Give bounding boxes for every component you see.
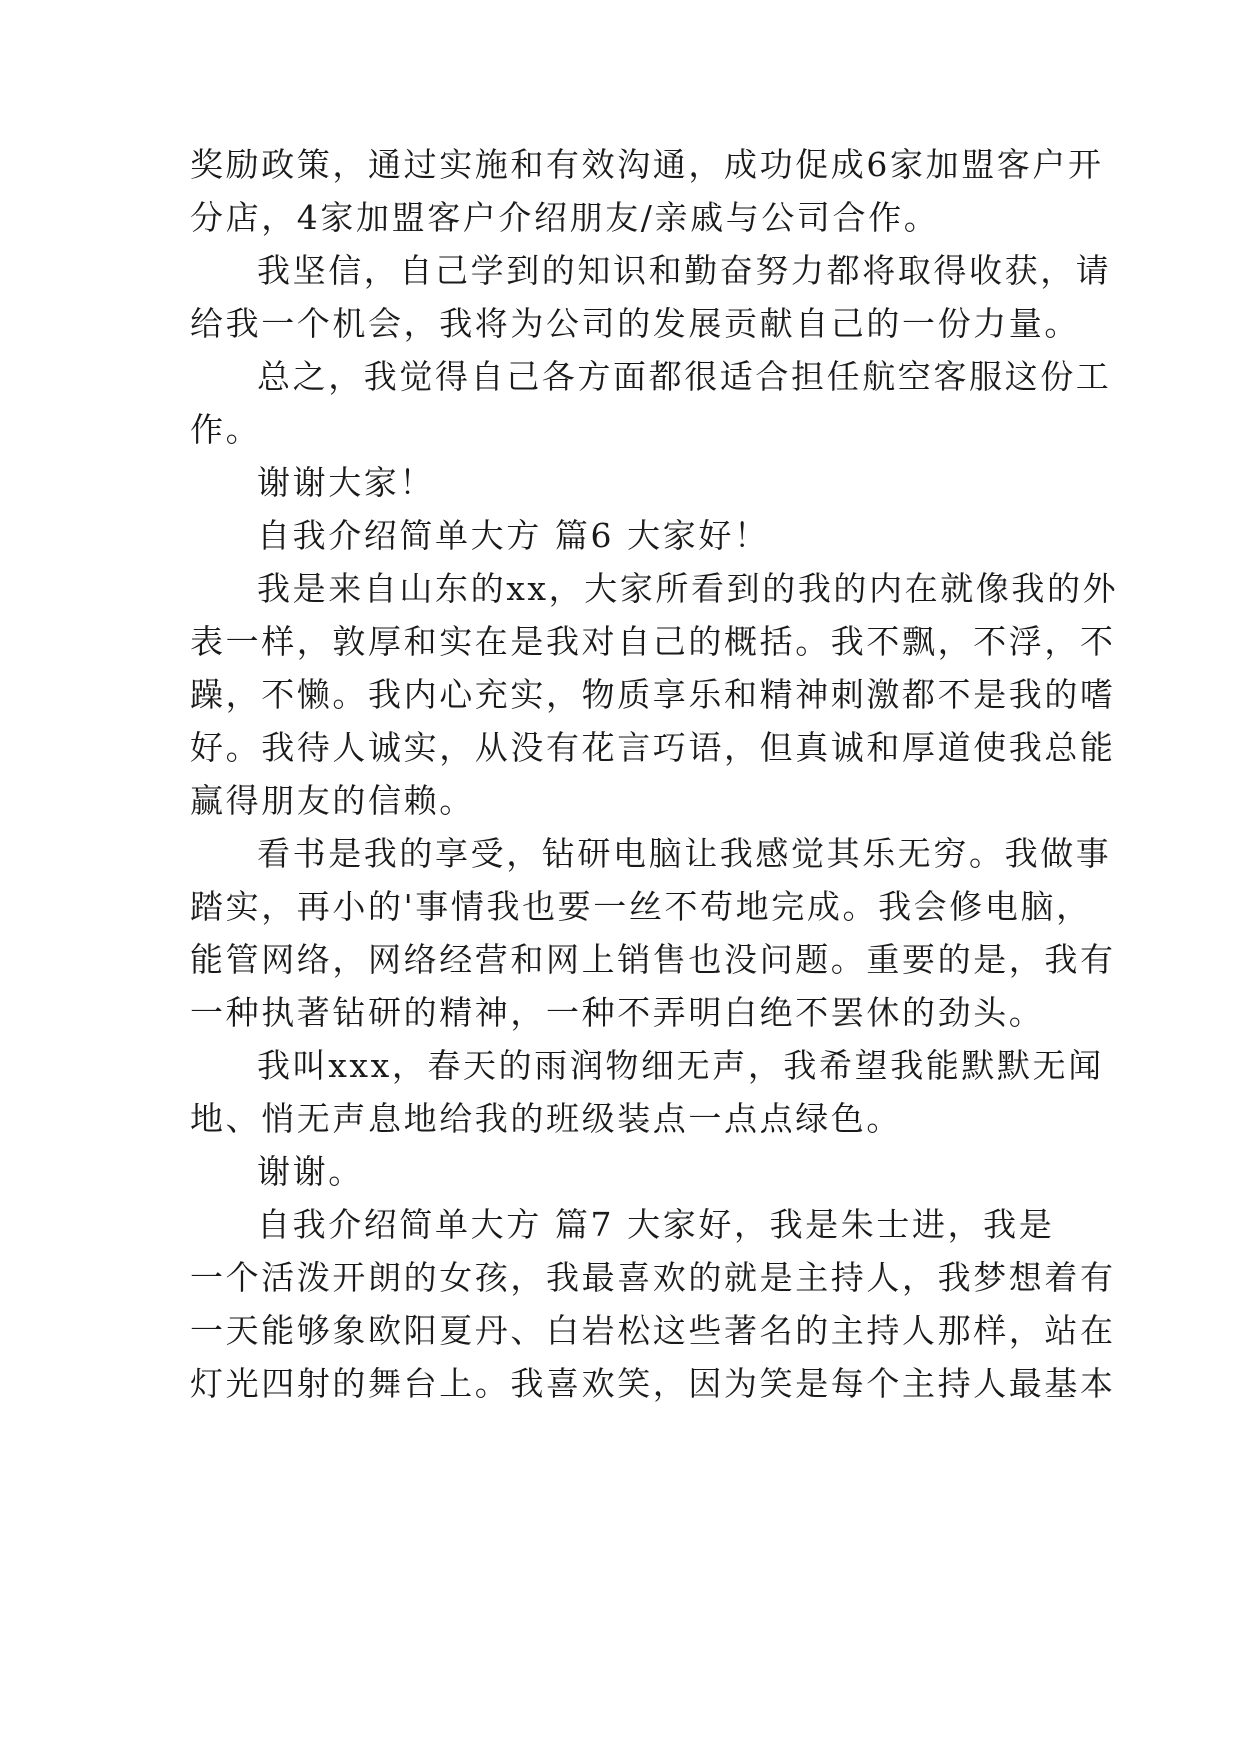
paragraph-start-line: 看书是我的享受，钻研电脑让我感觉其乐无穷。我做事 <box>257 834 1112 873</box>
text-line: 一个活泼开朗的女孩，我最喜欢的就是主持人，我梦想着有 <box>190 1258 1116 1297</box>
section-heading-6: 自我介绍简单大方 篇6 大家好！ <box>257 516 770 555</box>
text-line: 分店，4家加盟客户介绍朋友/亲戚与公司合作。 <box>190 198 940 237</box>
paragraph-start-line: 我坚信，自己学到的知识和勤奋努力都将取得收获，请 <box>257 251 1112 290</box>
text-line: 表一样，敦厚和实在是我对自己的概括。我不飘，不浮，不 <box>190 622 1116 661</box>
text-line: 赢得朋友的信赖。 <box>190 781 475 820</box>
text-line: 灯光四射的舞台上。我喜欢笑，因为笑是每个主持人最基本 <box>190 1364 1116 1403</box>
text-line: 地、悄无声息地给我的班级装点一点点绿色。 <box>190 1099 902 1138</box>
text-line: 给我一个机会，我将为公司的发展贡献自己的一份力量。 <box>190 304 1080 343</box>
paragraph-start-line: 总之，我觉得自己各方面都很适合担任航空客服这份工 <box>257 357 1112 396</box>
text-line: 好。我待人诚实，从没有花言巧语，但真诚和厚道使我总能 <box>190 728 1116 767</box>
paragraph-start-line: 我是来自山东的xx，大家所看到的我的内在就像我的外 <box>257 569 1119 608</box>
section-heading-7: 自我介绍简单大方 篇7 大家好，我是朱士进，我是 <box>257 1205 1055 1244</box>
paragraph-start-line: 谢谢。 <box>257 1152 364 1191</box>
text-line: 奖励政策，通过实施和有效沟通，成功促成6家加盟客户开 <box>190 145 1104 184</box>
text-line: 作。 <box>190 410 262 449</box>
text-line: 踏实，再小的'事情我也要一丝不苟地完成。我会修电脑， <box>190 887 1092 926</box>
paragraph-start-line: 谢谢大家！ <box>257 463 435 502</box>
text-line: 能管网络，网络经营和网上销售也没问题。重要的是，我有 <box>190 940 1116 979</box>
text-line: 一天能够象欧阳夏丹、白岩松这些著名的主持人那样，站在 <box>190 1311 1116 1350</box>
text-line: 一种执著钻研的精神，一种不弄明白绝不罢休的劲头。 <box>190 993 1045 1032</box>
paragraph-start-line: 我叫xxx，春天的雨润物细无声，我希望我能默默无闻 <box>257 1046 1104 1085</box>
text-line: 躁，不懒。我内心充实，物质享乐和精神刺激都不是我的嗜 <box>190 675 1116 714</box>
